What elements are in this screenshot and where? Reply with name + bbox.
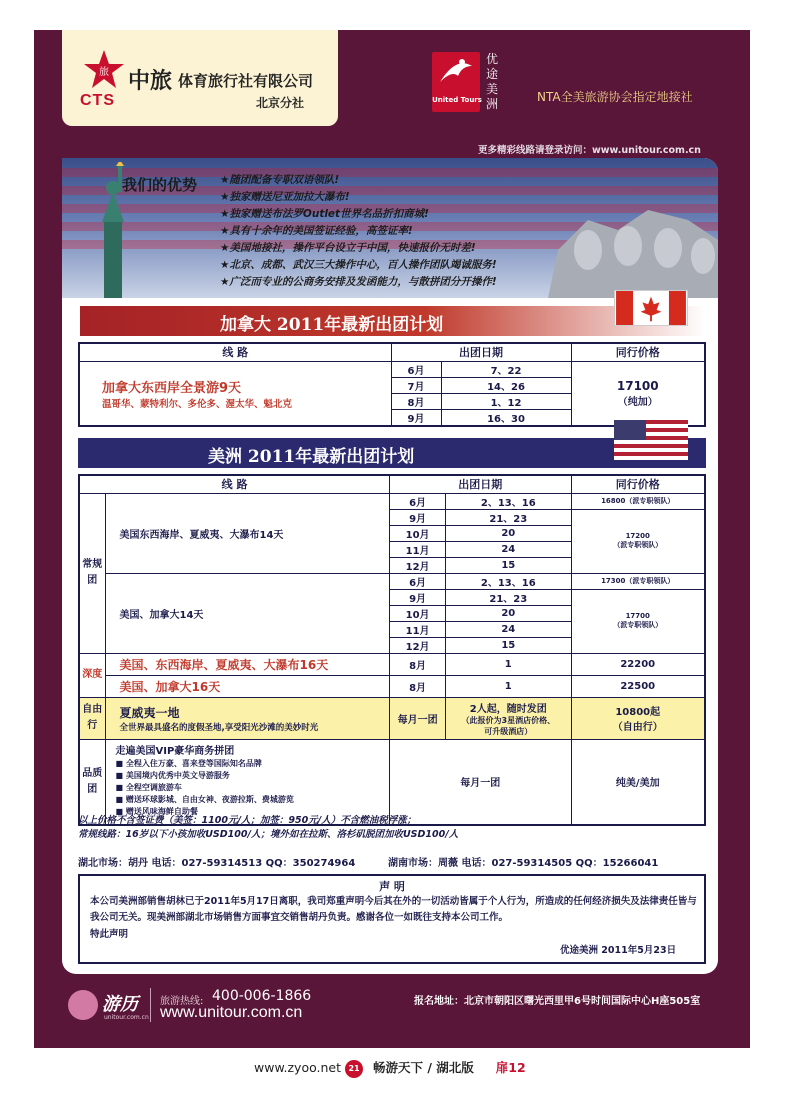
advantage-item: ★独家赠送布法罗Outlet世界名品折扣商城! — [220, 208, 429, 220]
date-month: 8月 — [391, 393, 441, 409]
price: 16800（派专职领队） — [571, 493, 705, 509]
route-free-title: 夏威夷一地 — [119, 705, 180, 720]
registration-address: 报名地址：北京市朝阳区曙光西里甲6号时间国际中心H座505室 — [414, 996, 701, 1007]
canada-title: 加拿大 2011年最新出团计划 — [220, 315, 444, 335]
quality-item: ■ 全程入住万豪、喜来登等国际知名品牌 — [115, 758, 262, 768]
price-note: （派专职领队） — [613, 541, 663, 549]
hotline-number: 400-006-1866 — [212, 988, 312, 1004]
free-price: 10800起 — [615, 707, 661, 718]
eagle-icon — [432, 52, 480, 92]
advantage-item: ★美国地接社，操作平台设立于中国，快速报价无时差! — [220, 242, 476, 254]
date-month: 6月 — [390, 573, 446, 589]
route-usa-canada: 美国、加拿大14天 — [105, 573, 390, 653]
date-month: 11月 — [390, 541, 446, 557]
date-days: 20 — [446, 525, 571, 541]
date-days: 15 — [446, 637, 571, 653]
website-link[interactable]: www.unitour.com.cn — [160, 1004, 303, 1021]
footer-divider — [150, 988, 151, 1022]
date-days: 7、22 — [441, 361, 571, 377]
date-month: 10月 — [390, 525, 446, 541]
free-dates-cell — [446, 697, 571, 739]
advantage-item: ★独家赠送尼亚加拉大瀑布! — [220, 191, 350, 203]
youli-brand: 游历 — [102, 994, 138, 1015]
more-info-link[interactable]: 更多精彩线路请登录访问：www.unitour.com.cn — [478, 145, 701, 156]
date-month: 9月 — [390, 589, 446, 605]
category-regular: 常规团 — [79, 493, 105, 653]
free-month: 每月一团 — [390, 697, 446, 739]
declaration-date: 优途美洲 2011年5月23日 — [560, 945, 677, 956]
price: 22500 — [571, 675, 705, 697]
date-days: 24 — [446, 621, 571, 637]
price-cell — [571, 509, 705, 573]
date-days: 15 — [446, 557, 571, 573]
route-usa-coasts: 美国东西海岸、夏威夷、大瀑布14天 — [105, 493, 390, 573]
date-days: 2、13、16 — [446, 493, 571, 509]
date-month: 8月 — [390, 653, 446, 675]
category-deep: 深度 — [79, 653, 105, 697]
nta-text: NTA全美旅游协会指定地接社 — [537, 90, 693, 104]
canada-flag-icon — [614, 290, 688, 326]
category-free: 自由行 — [79, 697, 105, 739]
quality-item: ■ 全程空调旅游车 — [115, 782, 182, 792]
hotline-label: 旅游热线: — [160, 996, 204, 1007]
hunan-contact: 湖南市场：周薇 电话：027-59314505 QQ：15266041 — [388, 858, 659, 869]
date-month: 7月 — [391, 377, 441, 393]
route-free-sub: 全世界最具盛名的度假圣地,享受阳光沙滩的美妙时光 — [119, 722, 319, 733]
date-days: 20 — [446, 605, 571, 621]
date-month: 9月 — [390, 509, 446, 525]
col-header-price: 同行价格 — [571, 343, 705, 361]
united-tours-text: United Tours — [432, 96, 482, 104]
quality-dates: 每月一团 — [390, 739, 571, 825]
category-quality: 品质团 — [79, 739, 105, 825]
price: 22200 — [571, 653, 705, 675]
price: 17200 — [625, 532, 650, 540]
date-month: 12月 — [390, 557, 446, 573]
declaration-title: 声 明 — [379, 880, 405, 893]
youli-url-small: unitour.com.cn — [104, 1014, 149, 1021]
date-days: 1、12 — [441, 393, 571, 409]
date-month: 12月 — [390, 637, 446, 653]
footer-site-link[interactable]: www.zyoo.net — [254, 1060, 342, 1075]
advantage-item: ★具有十余年的美国签证经验，高签证率! — [220, 225, 413, 237]
usa-title: 美洲 2011年最新出团计划 — [208, 447, 415, 467]
route-deep-1: 美国、东西海岸、夏威夷、大瀑布16天 — [105, 653, 390, 675]
date-month: 6月 — [390, 493, 446, 509]
quality-price: 纯美/美加 — [571, 739, 705, 825]
advantage-item: ★北京、成都、武汉三大操作中心，百人操作团队竭诚服务! — [220, 259, 497, 271]
mount-rushmore-icon — [548, 190, 718, 298]
col-header-price: 同行价格 — [571, 475, 705, 493]
canada-route-cell — [79, 361, 391, 426]
canada-price: 17100 — [616, 378, 659, 393]
date-days: 21、23 — [446, 509, 571, 525]
free-price-cell — [571, 697, 705, 739]
advantage-item: ★广泛而专业的公商务安排及发函能力，与散拼团分开操作! — [220, 276, 497, 288]
price-note-2: 常规线路：16岁以下小孩加收USD100/人；境外如在拉斯、洛杉矶脱团加收USD100/人 — [78, 829, 459, 840]
free-dates-note: （此报价为3星酒店价格、 — [461, 715, 556, 725]
date-days: 1 — [446, 653, 571, 675]
cts-star-icon — [82, 48, 126, 92]
advantages-title: 我们的优势 — [122, 176, 198, 194]
quality-item: ■ 美国境内优秀中英文导游服务 — [115, 770, 230, 780]
usa-schedule-table — [78, 474, 706, 826]
advantage-item: ★随团配备专职双语领队! — [220, 174, 340, 186]
free-dates-note: 可升级酒店） — [484, 726, 533, 736]
quality-item: ■ 赠送环球影城、自由女神、夜游拉斯、费城游览 — [115, 794, 294, 804]
date-month: 6月 — [391, 361, 441, 377]
canada-schedule-table — [78, 342, 706, 427]
branch-name: 北京分社 — [256, 96, 305, 110]
free-price-note: （自由行） — [612, 722, 663, 733]
cts-chinese-logo: 中旅 — [128, 68, 173, 94]
canada-route-cities: 温哥华、蒙特利尔、多伦多、渥太华、魁北克 — [102, 398, 293, 410]
date-days: 24 — [446, 541, 571, 557]
col-header-dates: 出团日期 — [391, 343, 571, 361]
canada-price-cell — [571, 361, 705, 426]
cts-star-char: 旅 — [99, 67, 109, 78]
page-footer — [254, 1058, 526, 1078]
company-name: 体育旅行社有限公司 — [178, 72, 314, 90]
route-deep-2: 美国、加拿大16天 — [105, 675, 390, 697]
date-month: 9月 — [391, 409, 441, 426]
youli-logo-icon — [68, 990, 98, 1020]
date-month: 10月 — [390, 605, 446, 621]
free-dates: 2人起，随时发团 — [469, 703, 547, 715]
hubei-contact: 湖北市场：胡丹 电话：027-59314513 QQ：350274964 — [78, 858, 356, 869]
canada-route-title: 加拿大东西岸全景游9天 — [102, 380, 242, 396]
route-free-cell — [105, 697, 390, 739]
price-cell — [571, 589, 705, 653]
quality-item: ■ 赠送风味海鲜自助餐 — [115, 806, 198, 816]
declaration-body: 本公司美洲部销售胡林已于2011年5月17日离职，我司郑重声明今后其在外的一切活动皆属于个人行为，所造成的任何经济损失及法律责任皆与我公司无关。现美洲部湖北市场销售方面事宜交销售胡丹负责。感谢各位一如既往支持本公司工作。 — [90, 896, 697, 923]
date-days: 14、26 — [441, 377, 571, 393]
price: 17700 — [625, 612, 650, 620]
price-note-1: 以上价格不含签证费（美签：1100元/人；加签：950元/人）不含燃油税浮涨； — [78, 815, 417, 826]
date-month: 11月 — [390, 621, 446, 637]
date-month: 8月 — [390, 675, 446, 697]
col-header-route: 线 路 — [79, 343, 391, 361]
cts-letters: CTS — [80, 92, 115, 109]
date-days: 2、13、16 — [446, 573, 571, 589]
footer-badge-icon: 21 — [345, 1060, 363, 1078]
price-note: （派专职领队） — [613, 621, 663, 629]
col-header-dates: 出团日期 — [390, 475, 571, 493]
date-days: 1 — [446, 675, 571, 697]
price: 17300（派专职领队） — [571, 573, 705, 589]
footer-page-number: 扉12 — [495, 1060, 526, 1075]
declaration-sign: 特此声明 — [90, 929, 129, 940]
col-header-route: 线 路 — [79, 475, 390, 493]
route-quality-title: 走遍美国VIP豪华商务拼团 — [115, 745, 235, 757]
united-tours-chinese: 优途美洲 — [486, 52, 499, 111]
date-days: 16、30 — [441, 409, 571, 426]
usa-flag-icon — [614, 420, 688, 460]
canada-price-note: （纯加） — [617, 396, 658, 408]
footer-publication: 畅游天下 / 湖北版 — [373, 1060, 474, 1075]
date-days: 21、23 — [446, 589, 571, 605]
